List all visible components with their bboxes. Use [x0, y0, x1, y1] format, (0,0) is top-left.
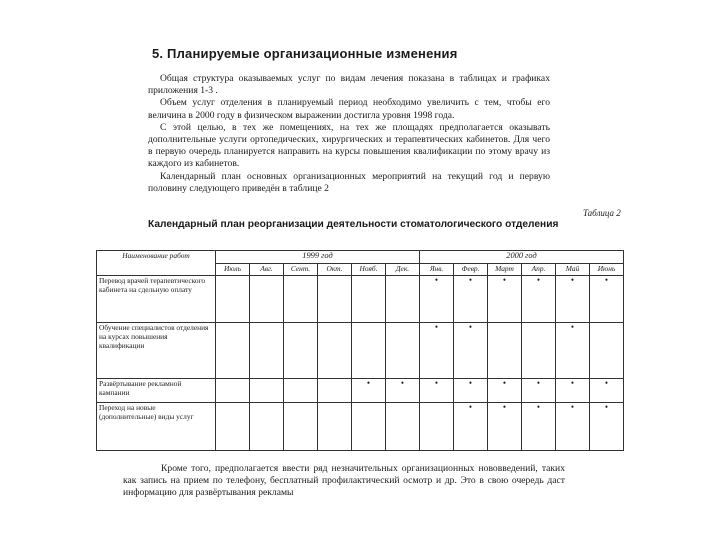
scheduled-mark: •	[468, 275, 473, 285]
scheduled-mark: •	[536, 275, 541, 285]
intro-text	[148, 73, 550, 195]
header-month: Май	[556, 264, 590, 276]
schedule-cell	[556, 403, 590, 451]
scheduled-mark: •	[570, 322, 575, 332]
header-month: Июнь	[590, 264, 624, 276]
schedule-cell	[488, 379, 522, 403]
schedule-cell	[386, 276, 420, 323]
schedule-cell	[522, 403, 556, 451]
scheduled-mark: •	[434, 275, 439, 285]
schedule-cell	[318, 276, 352, 323]
schedule-cell	[420, 379, 454, 403]
schedule-cell	[284, 379, 318, 403]
schedule-cell	[590, 403, 624, 451]
schedule-cell	[420, 323, 454, 379]
schedule-cell	[488, 403, 522, 451]
closing-text	[123, 463, 565, 500]
scheduled-mark: •	[604, 402, 609, 412]
schedule-cell	[454, 403, 488, 451]
schedule-cell	[556, 379, 590, 403]
table-number-label: Таблица 2	[583, 208, 621, 218]
calendar-plan-table	[96, 250, 624, 451]
task-name: Развёртывание рекламной кампании	[97, 379, 216, 403]
schedule-cell	[216, 403, 250, 451]
header-month: Март	[488, 264, 522, 276]
schedule-cell	[250, 323, 284, 379]
schedule-cell	[318, 323, 352, 379]
schedule-cell	[522, 323, 556, 379]
section-heading: 5. Планируемые организационные изменения	[152, 46, 458, 61]
schedule-cell	[454, 276, 488, 323]
header-month: Авг.	[250, 264, 284, 276]
table-row	[97, 403, 624, 451]
scheduled-mark: •	[536, 402, 541, 412]
schedule-cell	[488, 323, 522, 379]
scheduled-mark: •	[570, 378, 575, 388]
schedule-cell	[488, 276, 522, 323]
scheduled-mark: •	[502, 402, 507, 412]
scheduled-mark: •	[434, 378, 439, 388]
table-row	[97, 276, 624, 323]
scheduled-mark: •	[434, 322, 439, 332]
schedule-cell	[420, 276, 454, 323]
scheduled-mark: •	[604, 378, 609, 388]
schedule-cell	[352, 276, 386, 323]
intro-paragraph: Календарный план основных организационных мероприятий на текущий год и первую половину следующего приведён в таблице 2	[148, 170, 550, 194]
schedule-cell	[454, 323, 488, 379]
intro-paragraph: Объем услуг отделения в планируемый период необходимо увеличить с тем, чтобы его величина в 2000 году в физическом выражении достигла уровня 1998 года.	[148, 97, 550, 121]
schedule-cell	[556, 276, 590, 323]
scheduled-mark: •	[468, 402, 473, 412]
task-name: Перевод врачей терапевтического кабинета на сдельную оплату	[97, 276, 216, 323]
table-title: Календарный план реорганизации деятельности стоматологического отделения	[148, 219, 559, 230]
schedule-cell	[386, 323, 420, 379]
header-year-2000: 2000 год	[420, 251, 624, 264]
scheduled-mark: •	[536, 378, 541, 388]
header-year-1999: 1999 год	[216, 251, 420, 264]
header-month: Янв.	[420, 264, 454, 276]
schedule-cell	[216, 379, 250, 403]
schedule-cell	[284, 403, 318, 451]
schedule-cell	[522, 276, 556, 323]
schedule-cell	[386, 403, 420, 451]
header-month: Нояб.	[352, 264, 386, 276]
header-month: Дек.	[386, 264, 420, 276]
schedule-cell	[250, 379, 284, 403]
scheduled-mark: •	[502, 275, 507, 285]
header-work-name: Наименование работ	[97, 251, 216, 276]
schedule-cell	[318, 379, 352, 403]
scheduled-mark: •	[570, 402, 575, 412]
table-row	[97, 323, 624, 379]
plan-body	[97, 276, 624, 451]
schedule-cell	[352, 403, 386, 451]
schedule-cell	[454, 379, 488, 403]
table-row	[97, 379, 624, 403]
header-month: Сент.	[284, 264, 318, 276]
schedule-cell	[250, 403, 284, 451]
scheduled-mark: •	[502, 378, 507, 388]
schedule-cell	[352, 379, 386, 403]
scheduled-mark: •	[366, 378, 371, 388]
scheduled-mark: •	[604, 275, 609, 285]
schedule-cell	[284, 323, 318, 379]
intro-paragraph: Общая структура оказываемых услуг по видам лечения показана в таблицах и графиках приложения 1-3 .	[148, 73, 550, 97]
header-month: Окт.	[318, 264, 352, 276]
intro-paragraph: С этой целью, в тех же помещениях, на тех же площадях предполагается оказывать дополнительные услуги ортопедических, хирургических и терапевтических кабинетов. Для чего в первую очередь планируется направить на курсы повышения квалификации по этому врачу из каждого из кабинетов.	[148, 121, 550, 170]
schedule-cell	[556, 323, 590, 379]
task-name: Обучение специалистов отделения на курсах повышения квалификации	[97, 323, 216, 379]
schedule-cell	[284, 276, 318, 323]
schedule-cell	[420, 403, 454, 451]
header-month: Июль	[216, 264, 250, 276]
task-name: Переход на новые (дополнительные) виды услуг	[97, 403, 216, 451]
schedule-cell	[590, 323, 624, 379]
schedule-cell	[522, 379, 556, 403]
schedule-cell	[318, 403, 352, 451]
header-month: Апр.	[522, 264, 556, 276]
scheduled-mark: •	[570, 275, 575, 285]
scheduled-mark: •	[400, 378, 405, 388]
schedule-cell	[216, 276, 250, 323]
schedule-cell	[590, 379, 624, 403]
schedule-cell	[352, 323, 386, 379]
closing-paragraph: Кроме того, предполагается ввести ряд незначительных организационных нововведений, таких как запись на прием по телефону, бесплатный профилактический осмотр и др. Это в свою очередь даст информацию для развёртывания рекламы	[123, 463, 565, 499]
schedule-cell	[386, 379, 420, 403]
scheduled-mark: •	[468, 378, 473, 388]
schedule-cell	[590, 276, 624, 323]
scheduled-mark: •	[468, 322, 473, 332]
header-month: Февр.	[454, 264, 488, 276]
schedule-cell	[250, 276, 284, 323]
schedule-cell	[216, 323, 250, 379]
